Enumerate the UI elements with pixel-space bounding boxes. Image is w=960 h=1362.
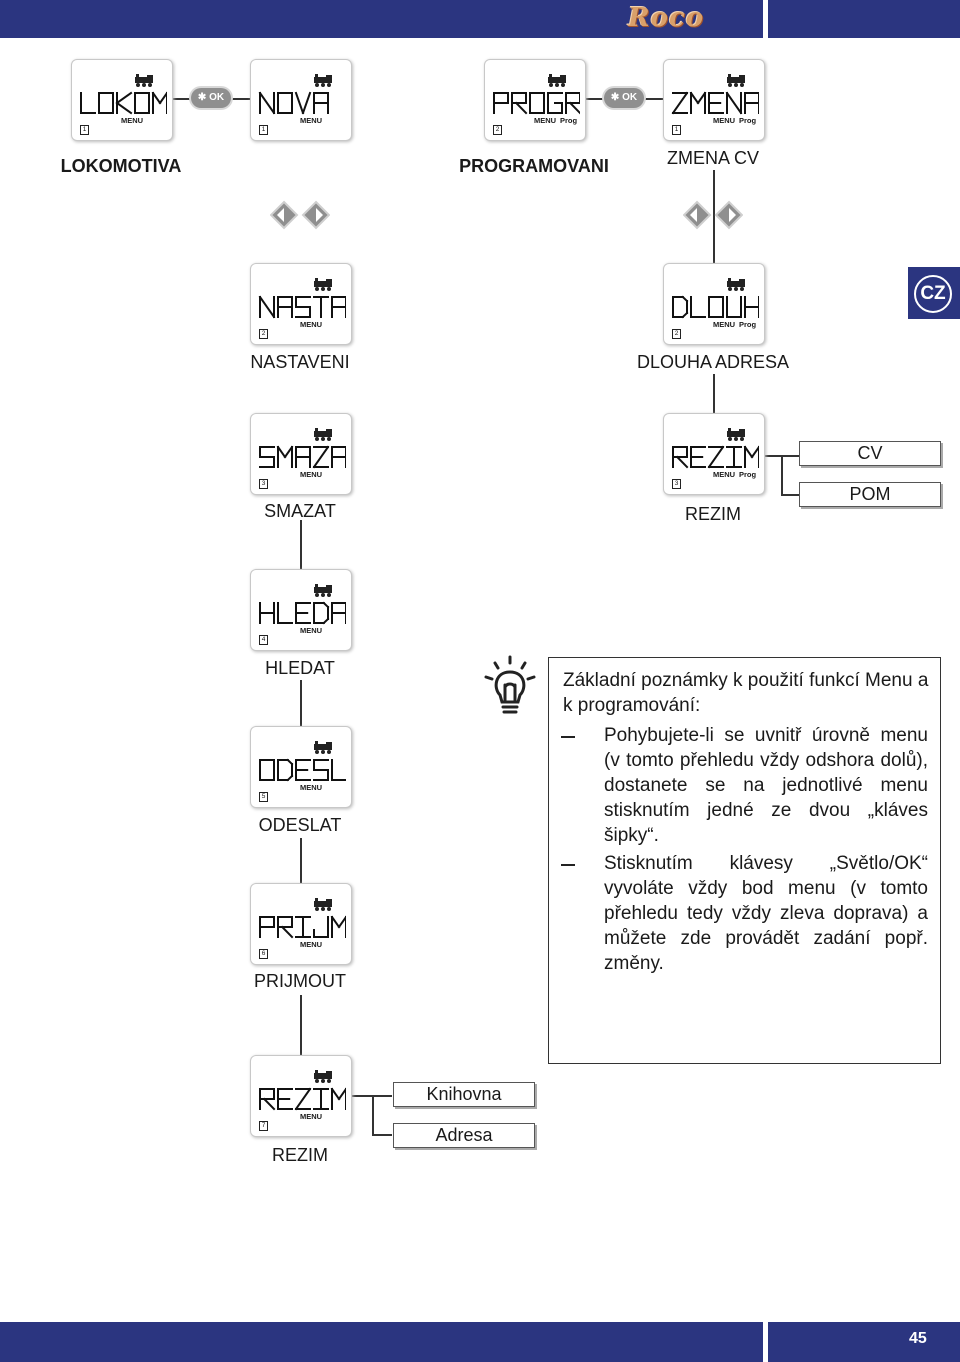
lcd-segment-text: [256, 754, 346, 786]
note-item: Stisknutím klávesy „Světlo/OK“ vyvoláte vždy bod menu (v tomto přehledu tedy vždy zleva doprava) a můžete zde provádět zadání popř. změny.: [604, 853, 928, 974]
locomotive-icon: [725, 74, 747, 87]
lcd-display: [663, 413, 765, 495]
lcd-level-number: 2: [493, 125, 502, 135]
menu-label: LOKOMOTIVA: [60, 156, 182, 176]
option-pom: POM: [799, 482, 941, 507]
lcd-menu-indicator: MENU: [713, 470, 736, 479]
lcd-segment-text: [669, 441, 759, 473]
lcd-segment-text: [256, 911, 346, 943]
lcd-menu-indicator: MENU: [300, 940, 323, 949]
lcd-prog-indicator: Prog: [739, 320, 757, 329]
lcd-menu-indicator: MENU: [300, 626, 323, 635]
lcd-segment-text: [256, 1083, 346, 1115]
lcd-level-number: 6: [259, 949, 268, 959]
locomotive-icon: [725, 278, 747, 291]
page-number: 45: [909, 1330, 927, 1347]
connector: [372, 1095, 374, 1136]
lcd-menu-indicator: MENU: [300, 470, 323, 479]
menu-label: REZIM: [685, 504, 741, 524]
lcd-segment-text: [669, 87, 759, 119]
lcd-segment-text: [256, 597, 346, 629]
connector: [781, 494, 799, 496]
ok-button[interactable]: ✱ OK: [604, 88, 644, 108]
lcd-menu-indicator: MENU: [300, 116, 323, 125]
connector: [300, 838, 302, 883]
lcd-segment-text: [77, 87, 167, 119]
lcd-level-number: 1: [80, 125, 89, 135]
menu-label: SMAZAT: [264, 501, 336, 521]
language-tab-label: CZ: [914, 275, 952, 313]
lcd-display: [250, 1055, 352, 1137]
lcd-level-number: 2: [672, 329, 681, 339]
footer-bar: [0, 1322, 960, 1362]
locomotive-icon: [312, 741, 334, 754]
lcd-segment-text: [256, 291, 346, 323]
lcd-display: [250, 59, 352, 141]
lcd-menu-indicator: MENU: [713, 320, 736, 329]
menu-label: HLEDAT: [265, 658, 335, 678]
lcd-menu-indicator: MENU: [713, 116, 736, 125]
menu-label: DLOUHA ADRESA: [636, 352, 790, 372]
lcd-level-number: 4: [259, 635, 268, 645]
lcd-display: [250, 883, 352, 965]
lcd-level-number: 3: [672, 479, 681, 489]
roco-logo: Roco: [628, 3, 705, 33]
lightbulb-icon: [483, 655, 538, 717]
lcd-level-number: 5: [259, 792, 268, 802]
lcd-display: [250, 263, 352, 345]
lcd-segment-text: [256, 87, 346, 119]
menu-label: PROGRAMOVANI: [459, 156, 609, 176]
locomotive-icon: [312, 74, 334, 87]
menu-label: ODESLAT: [258, 815, 342, 835]
lcd-prog-indicator: Prog: [739, 470, 757, 479]
lcd-segment-text: [669, 291, 759, 323]
lcd-display: [663, 263, 765, 345]
note-item: Pohybujete-li se uvnitř úrovně menu (v tomto přehledu vždy odshora dolů), dostanete se na jednotlivé menu stisknutím jedné ze dvou „kláves šipky“.: [604, 725, 928, 846]
connector: [300, 520, 302, 570]
lcd-display: [250, 413, 352, 495]
lcd-segment-text: [256, 441, 346, 473]
lcd-segment-text: [490, 87, 580, 119]
locomotive-icon: [546, 74, 568, 87]
locomotive-icon: [312, 278, 334, 291]
connector: [300, 995, 302, 1055]
lcd-display: [663, 59, 765, 141]
lcd-menu-indicator: MENU: [300, 320, 323, 329]
menu-label: PRIJMOUT: [254, 971, 346, 991]
note-title: Základní poznámky k použití funkcí Menu a k programování:: [563, 670, 929, 716]
lcd-level-number: 1: [672, 125, 681, 135]
connector: [713, 374, 715, 414]
option-adresa: Adresa: [393, 1123, 535, 1148]
locomotive-icon: [133, 74, 155, 87]
lcd-menu-indicator: MENU: [300, 1112, 323, 1121]
option-knihovna: Knihovna: [393, 1082, 535, 1107]
lcd-menu-indicator: MENU: [300, 783, 323, 792]
connector: [372, 1134, 392, 1136]
lcd-menu-indicator: MENU: [121, 116, 144, 125]
lcd-display: [484, 59, 586, 141]
locomotive-icon: [312, 1070, 334, 1083]
locomotive-icon: [312, 428, 334, 441]
lcd-menu-indicator: MENU: [534, 116, 557, 125]
lcd-display: [250, 569, 352, 651]
lcd-display: [250, 726, 352, 808]
menu-label: REZIM: [272, 1145, 328, 1165]
language-tab: [908, 267, 960, 319]
connector: [781, 455, 783, 496]
locomotive-icon: [312, 898, 334, 911]
lcd-level-number: 2: [259, 329, 268, 339]
menu-label: NASTAVENI: [250, 352, 350, 372]
lcd-display: [71, 59, 173, 141]
connector: [300, 680, 302, 726]
lcd-level-number: 1: [259, 125, 268, 135]
lcd-prog-indicator: Prog: [560, 116, 578, 125]
arrow-keys-icon[interactable]: [683, 200, 743, 230]
header-bar: [0, 0, 960, 38]
lcd-level-number: 3: [259, 479, 268, 489]
ok-button[interactable]: ✱ OK: [191, 88, 231, 108]
locomotive-icon: [725, 428, 747, 441]
menu-label: ZMENA CV: [666, 148, 759, 168]
note-box: [548, 657, 941, 1064]
locomotive-icon: [312, 584, 334, 597]
arrow-keys-icon[interactable]: [270, 200, 330, 230]
option-cv: CV: [799, 441, 941, 466]
lcd-level-number: 7: [259, 1121, 268, 1131]
lcd-prog-indicator: Prog: [739, 116, 757, 125]
